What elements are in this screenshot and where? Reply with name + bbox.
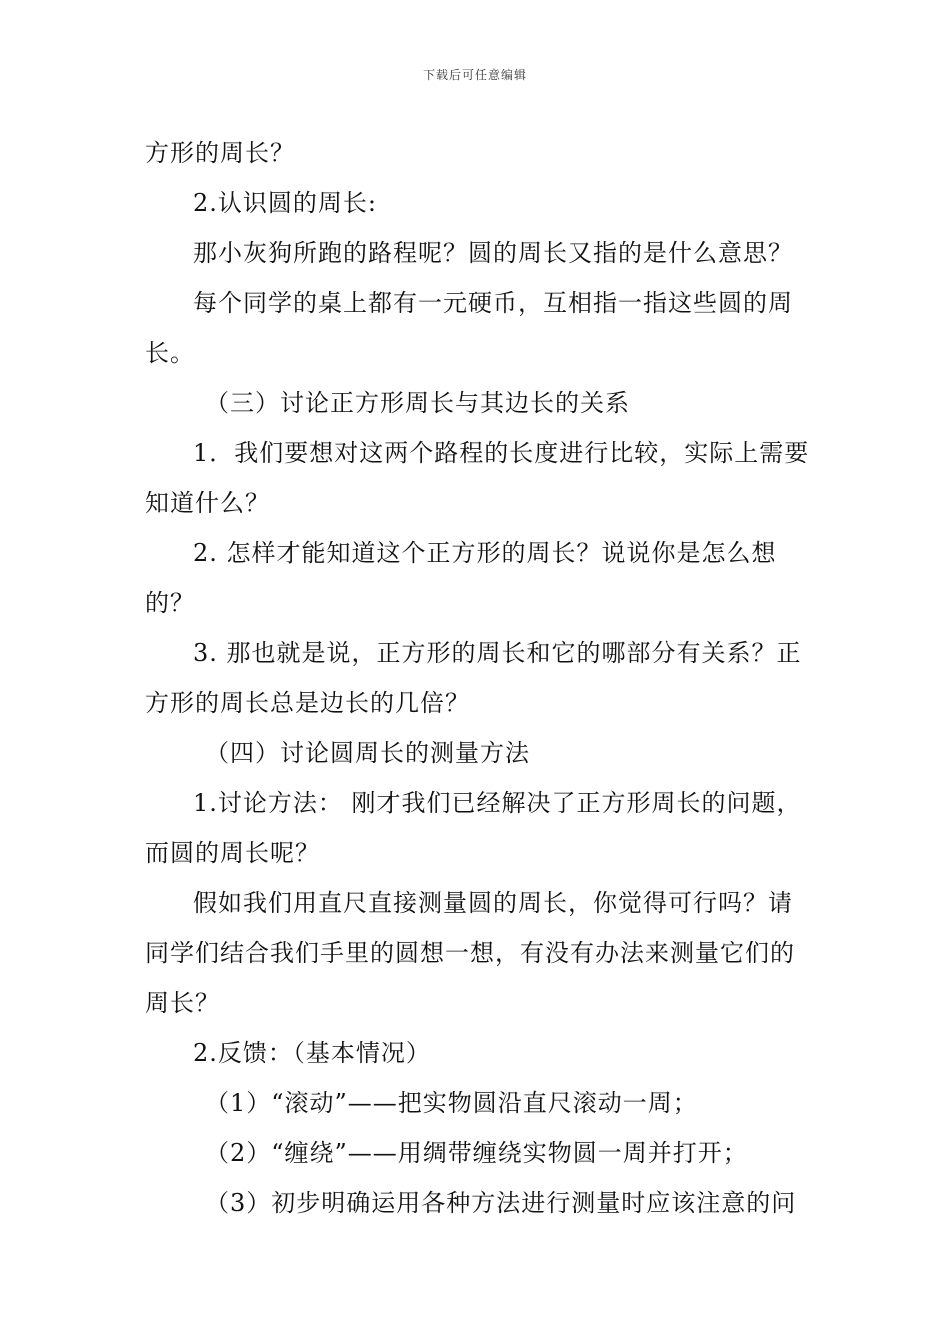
paragraph-item-2: 2. 怎样才能知道这个正方形的周长？说说你是怎么想的？	[145, 539, 777, 617]
paragraph-item-1: 1．我们要想对这两个路程的长度进行比较，实际上需要知道什么？	[145, 439, 810, 517]
page-header: 下载后可任意编辑	[422, 68, 527, 82]
paragraph-wrapping: （2）“缠绕”——用绸带缠绕实物圆一周并打开；	[205, 1139, 748, 1167]
paragraph-ruler-question: 假如我们用直尺直接测量圆的周长，你觉得可行吗？请同学们结合我们手里的圆想一想，有没有办法来测量它们的周长？	[145, 889, 795, 1017]
section-heading-four: （四）讨论圆周长的测量方法	[205, 739, 530, 767]
document-body	[145, 128, 810, 1228]
paragraph-continuation: 方形的周长？	[145, 139, 295, 167]
paragraph-section-2: 2.认识圆的周长:	[193, 189, 377, 217]
paragraph-notes: （3）初步明确运用各种方法进行测量时应该注意的问	[205, 1189, 797, 1217]
paragraph-coin: 每个同学的桌上都有一元硬币，互相指一指这些圆的周长。	[145, 289, 793, 367]
paragraph-rolling: （1）“滚动”——把实物圆沿直尺滚动一周；	[205, 1089, 698, 1117]
paragraph-item-3: 3. 那也就是说，正方形的周长和它的哪部分有关系？正方形的周长总是边长的几倍？	[145, 639, 802, 717]
paragraph-discuss-method: 1.讨论方法： 刚才我们已经解决了正方形周长的问题，而圆的周长呢？	[145, 789, 802, 867]
section-heading-three: （三）讨论正方形周长与其边长的关系	[205, 389, 630, 417]
paragraph-feedback: 2.反馈：（基本情况）	[193, 1039, 431, 1067]
paragraph-question-dog: 那小灰狗所跑的路程呢？圆的周长又指的是什么意思？	[193, 239, 793, 267]
